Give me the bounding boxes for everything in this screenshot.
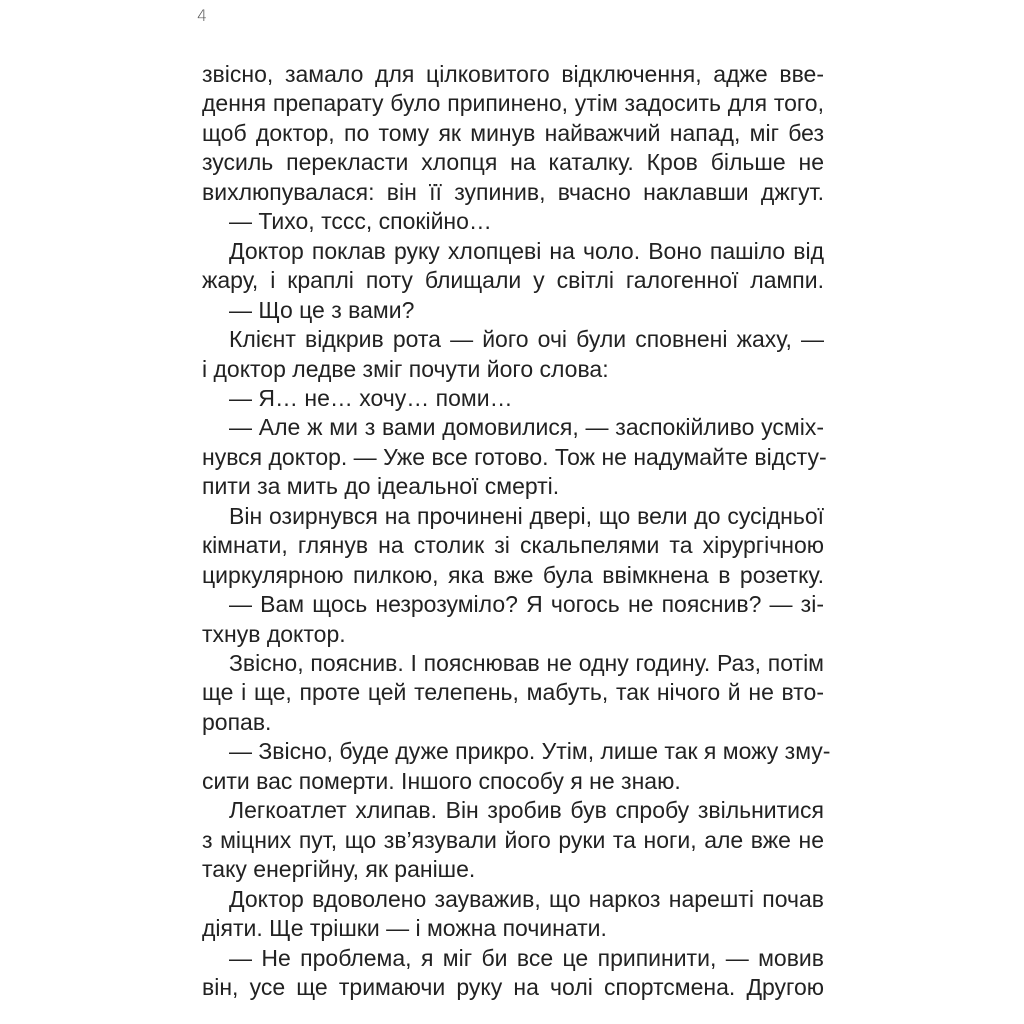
text-line: і доктор ледве зміг почути його слова: bbox=[202, 355, 609, 382]
text-line: тхнув доктор. bbox=[202, 620, 346, 647]
text-line: жару, і краплі поту блищали у світлі галогенної лампи. bbox=[202, 267, 824, 294]
text-line: — Але ж ми з вами домовилися, — заспокійливо усміх- bbox=[229, 414, 824, 441]
text-line: — Я… не… хочу… поми… bbox=[229, 384, 513, 411]
text-line: Звісно, пояснив. І пояснював не одну годину. Раз, потім bbox=[229, 650, 824, 676]
text-line: діяти. Ще трішки — і можна починати. bbox=[202, 915, 607, 942]
text-line: Він озирнувся на прочинені двері, що вели до сусідньої bbox=[229, 502, 824, 529]
text-line: пити за мить до ідеальної смерті. bbox=[202, 473, 560, 500]
text-line: вихлюпувалася: він її зупинив, вчасно наклавши джгут. bbox=[202, 178, 824, 205]
text-line: зусиль перекласти хлопця на каталку. Кров більше не bbox=[202, 149, 824, 176]
text-line: — Що це з вами? bbox=[229, 296, 415, 323]
text-line: Легкоатлет хлипав. Він зробив був спробу звільнитися bbox=[229, 797, 824, 824]
text-line: дення препарату було припинено, утім задосить для того, bbox=[202, 90, 824, 117]
text-line: — Тихо, тссс, спокійно… bbox=[229, 208, 492, 235]
text-line: звісно, замало для цілковитого відключення, адже вве- bbox=[202, 61, 824, 87]
text-line: Доктор вдоволено зауважив, що наркоз нарешті почав bbox=[229, 885, 824, 912]
text-line: Клієнт відкрив рота — його очі були сповнені жаху, — bbox=[229, 326, 824, 353]
text-line: таку енергійну, як раніше. bbox=[202, 856, 476, 883]
text-line: ропав. bbox=[202, 708, 272, 735]
text-line: він, усе ще тримаючи руку на чолі спортсмена. Другою bbox=[202, 973, 824, 1000]
text-line: циркулярною пилкою, яка вже була ввімкнена в розетку. bbox=[202, 561, 824, 588]
text-line: нувся доктор. — Уже все готово. Тож не надумайте відсту- bbox=[202, 443, 827, 470]
text-line: — Звісно, буде дуже прикро. Утім, лише так я можу зму- bbox=[229, 738, 831, 765]
page-number: 4 bbox=[197, 6, 208, 25]
text-line: — Не проблема, я міг би все це припинити, — мовив bbox=[229, 944, 824, 971]
text-line: сити вас померти. Іншого способу я не знаю. bbox=[202, 767, 681, 794]
text-line: щоб доктор, по тому як минув найважчий напад, міг без bbox=[202, 119, 824, 146]
text-line: Доктор поклав руку хлопцеві на чоло. Воно пашіло від bbox=[229, 237, 824, 264]
text-line: — Вам щось незрозуміло? Я чогось не пояснив? — зі- bbox=[229, 591, 824, 618]
text-line: з міцних пут, що зв’язували його руки та ноги, але вже не bbox=[202, 826, 824, 853]
text-line: ще і ще, проте цей телепень, мабуть, так нічого й не вто- bbox=[202, 679, 824, 706]
text-line: кімнати, глянув на столик зі скальпелями та хірургічною bbox=[202, 532, 824, 559]
